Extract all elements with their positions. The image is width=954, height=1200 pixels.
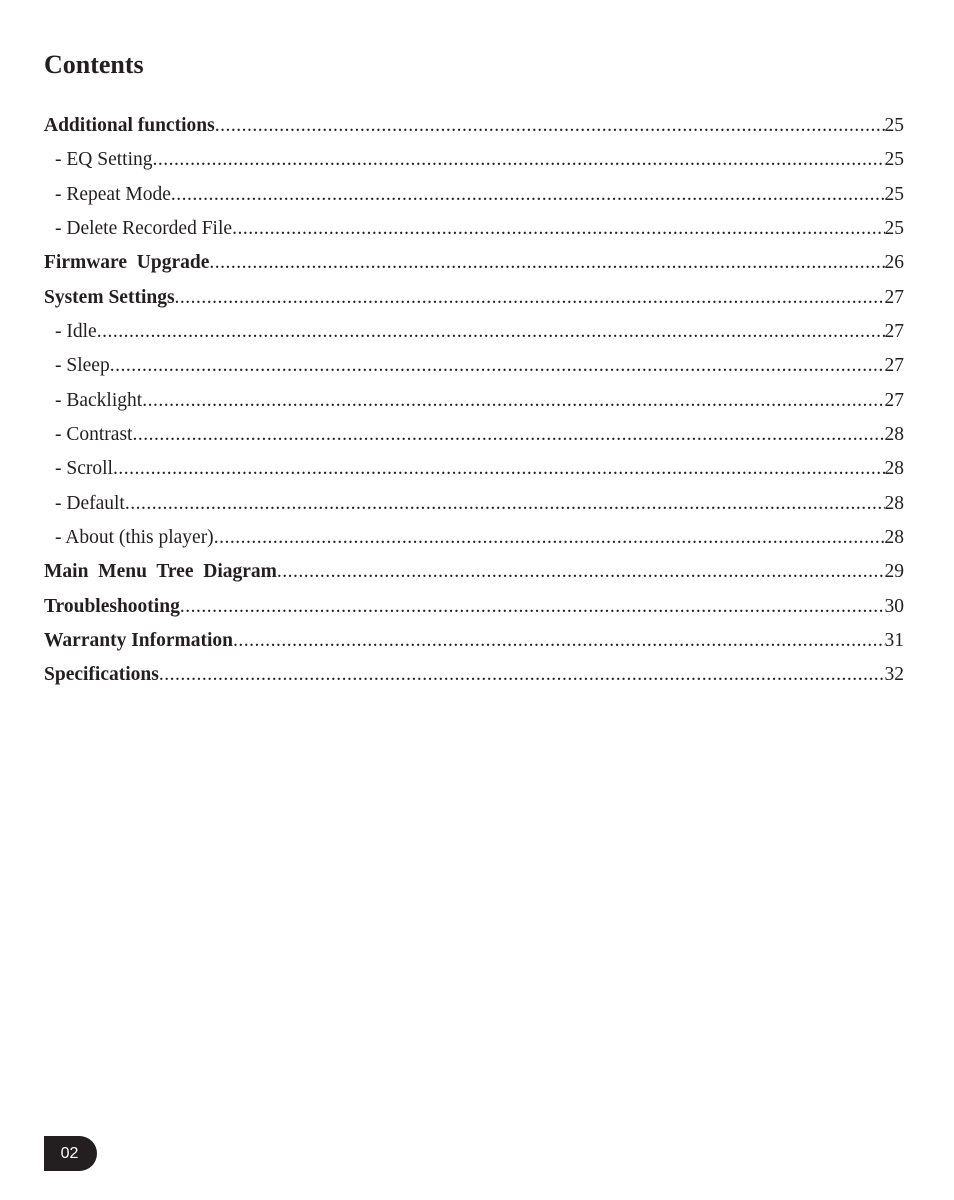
toc-entry-page-number: 25 [884, 115, 904, 136]
toc-entry-page-number: 28 [884, 458, 904, 480]
toc-entry-page-number: 27 [884, 286, 904, 308]
dot-leader [214, 521, 885, 555]
dot-leader [209, 246, 884, 280]
toc-entry[interactable] [44, 178, 904, 212]
toc-entry[interactable] [44, 384, 904, 418]
toc-entry-page-number: 27 [884, 320, 904, 342]
toc-entry[interactable] [44, 315, 904, 349]
toc-entry-label: Troubleshooting [44, 595, 180, 617]
toc-entry[interactable] [44, 281, 904, 315]
dot-leader [159, 658, 885, 692]
toc-entry[interactable] [44, 246, 904, 280]
toc-entry-page-number: 28 [884, 526, 904, 548]
toc-entry-label: Additional functions [44, 115, 215, 136]
toc-entry[interactable] [44, 452, 904, 486]
page-title: Contents [44, 50, 144, 79]
toc-entry-label: - Idle [55, 320, 97, 342]
toc-entry[interactable] [44, 109, 904, 143]
dot-leader [232, 212, 884, 246]
toc-entry[interactable] [44, 143, 904, 177]
toc-entry-label: Warranty Information [44, 629, 234, 651]
toc-entry-label: - Sleep [55, 355, 110, 377]
toc-entry[interactable] [44, 624, 904, 658]
dot-leader [171, 178, 885, 212]
toc-entry[interactable] [44, 590, 904, 624]
toc-entry-label: - Repeat Mode [55, 183, 171, 205]
dot-leader [142, 384, 884, 418]
toc-entry-page-number: 32 [884, 664, 904, 686]
toc-entry-label: - Backlight [55, 389, 143, 411]
toc-entry-label: - Delete Recorded File [55, 217, 233, 239]
toc-entry[interactable] [44, 555, 904, 589]
page-number-badge: 02 [44, 1136, 97, 1171]
dot-leader [215, 109, 885, 143]
toc-entry[interactable] [44, 487, 904, 521]
toc-entry[interactable] [44, 418, 904, 452]
toc-entry-label: - EQ Setting [55, 149, 153, 171]
toc-entry-label: - Scroll [55, 458, 113, 480]
toc-entry-label: Firmware Upgrade [44, 252, 210, 274]
toc-entry-page-number: 26 [884, 252, 904, 274]
toc-entry[interactable] [44, 521, 904, 555]
toc-entry[interactable] [44, 212, 904, 246]
toc-entry[interactable] [44, 658, 904, 692]
toc-entry-page-number: 27 [884, 355, 904, 377]
dot-leader [153, 143, 885, 177]
dot-leader [125, 487, 885, 521]
dot-leader [97, 315, 885, 349]
toc-entry-page-number: 25 [884, 149, 904, 171]
dot-leader [113, 452, 885, 486]
toc-entry-label: System Settings [44, 286, 175, 308]
dot-leader [233, 624, 884, 658]
table-of-contents [44, 109, 904, 693]
toc-entry-page-number: 25 [884, 183, 904, 205]
toc-entry-label: Main Menu Tree Diagram [44, 561, 277, 583]
toc-entry-label: - Contrast [55, 423, 133, 445]
toc-entry[interactable] [44, 349, 904, 383]
toc-entry-page-number: 28 [884, 492, 904, 514]
dot-leader [110, 349, 885, 383]
toc-entry-label: - About (this player) [55, 526, 214, 548]
toc-entry-page-number: 25 [884, 217, 904, 239]
dot-leader [132, 418, 884, 452]
toc-entry-page-number: 30 [884, 595, 904, 617]
dot-leader [175, 281, 885, 315]
toc-entry-page-number: 29 [884, 561, 904, 583]
toc-entry-page-number: 31 [884, 629, 904, 651]
dot-leader [277, 555, 885, 589]
dot-leader [180, 590, 885, 624]
toc-entry-page-number: 27 [884, 389, 904, 411]
toc-entry-label: Specifications [44, 664, 159, 686]
toc-entry-label: - Default [55, 492, 125, 514]
toc-entry-page-number: 28 [884, 423, 904, 445]
